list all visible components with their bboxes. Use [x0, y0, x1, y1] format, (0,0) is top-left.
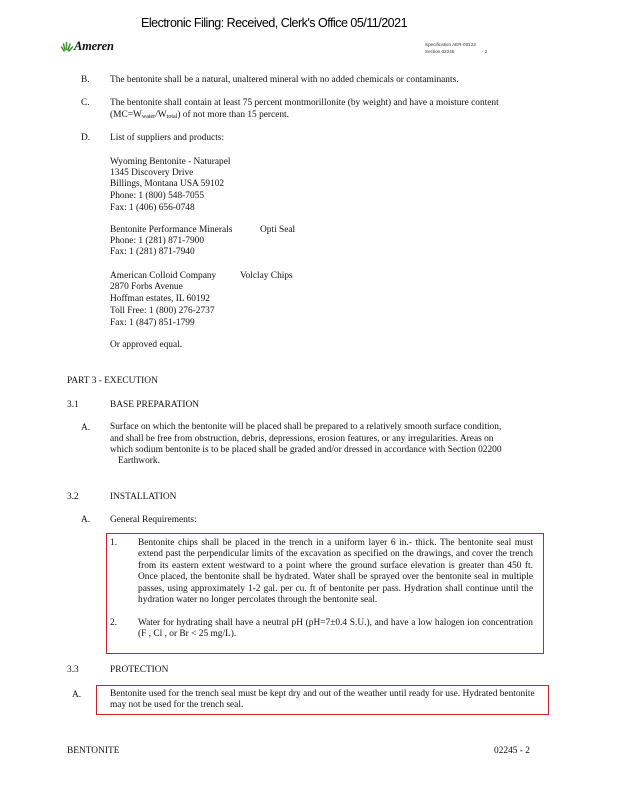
s31-num: 3.1 — [67, 400, 79, 410]
ameren-sunburst-icon — [60, 40, 74, 54]
item-b-text: The bentonite shall be a natural, unaltered mineral with no added chemicals or contaminants. — [110, 75, 459, 85]
supplier3-fax: Fax: 1 (847) 851-1799 — [110, 318, 195, 328]
supplier3-address2: Hoffman estates, IL 60192 — [110, 294, 210, 304]
spec-line-1: Specification AER-00123 — [425, 42, 476, 47]
approved-equal: Or approved equal. — [110, 340, 183, 350]
s31-a-letter: A. — [81, 423, 91, 433]
footer-left: BENTONITE — [67, 746, 120, 756]
supplier3-product: Volclay Chips — [240, 271, 293, 281]
s33-a-letter: A. — [72, 690, 82, 700]
item-c-line1: The bentonite shall contain at least 75 percent montmorillonite (by weight) and have a moisture content — [110, 98, 499, 108]
s33-title: PROTECTION — [110, 665, 169, 675]
item-c-letter: C. — [81, 98, 90, 108]
item-c-line2: $(MC=W_{water}/W_{total})$ of not more than 15 percent. — [110, 110, 290, 120]
spec-page: - 2 — [482, 49, 488, 54]
supplier1-address1: 1345 Discovery Drive — [110, 168, 194, 178]
supplier3-tollfree: Toll Free: 1 (800) 276-2737 — [110, 306, 215, 316]
s31-a-line4: Earthwork. — [118, 456, 160, 466]
item2-text: Water for hydrating shall have a neutral pH (pH=7±0.4 S.U.), and have a low halogen ion concentration (F , Cl , or Br < 25 mg/L). — [138, 618, 533, 640]
item2-num: 2. — [110, 618, 118, 628]
s31-a-line3: which sodium bentonite is to be placed shall be graded and/or dressed in accordance with Section 02200 — [110, 445, 502, 455]
item-b-letter: B. — [81, 75, 90, 85]
s31-title: BASE PREPARATION — [110, 400, 199, 410]
part3-title: PART 3 - EXECUTION — [67, 376, 158, 386]
supplier3-name: American Colloid Company — [110, 271, 217, 281]
item1-text: Bentonite chips shall be placed in the trench in a uniform layer 6 in.- thick. The bentonite seal must extend past the perpendicular limits of the excavation as specified on the drawings, and cover the trench from its eastern extent westward to a point where the ground surface elevation is greater than 450 ft. Once placed, the bentonite shall be hydrated. Water shall be sprayed over the bentonite seal in multiple passes, using approximately 1-2 gal. per cu. ft of bentonite per pass. Hydration shall continue until the hydration water no longer percolates through the bentonite seal. — [138, 538, 533, 606]
general-requirements-heading: General Requirements: — [110, 515, 197, 525]
supplier1-phone: Phone: 1 (800) 548-7055 — [110, 191, 205, 201]
supplier1-address2: Billings, Montana USA 59102 — [110, 179, 225, 189]
item1-num: 1. — [110, 538, 118, 548]
supplier2-name: Bentonite Performance Minerals — [110, 225, 233, 235]
suppliers-heading: List of suppliers and products: — [110, 133, 225, 143]
s32-num: 3.2 — [67, 492, 79, 502]
s33-a-text: Bentonite used for the trench seal must be kept dry and out of the weather until ready for use. Hydrated bentonite may not be used for the trench seal. — [110, 689, 535, 711]
s33-num: 3.3 — [67, 665, 79, 675]
s31-a-line1: Surface on which the bentonite will be placed shall be prepared to a relatively smooth surface condition, — [110, 422, 502, 432]
supplier2-product: Opti Seal — [260, 225, 296, 235]
supplier2-fax: Fax: 1 (281) 871-7940 — [110, 247, 195, 257]
logo-text: Ameren — [74, 39, 114, 54]
supplier1-name: Wyoming Bentonite - Naturapel — [110, 157, 231, 167]
supplier3-address1: 2870 Forbs Avenue — [110, 282, 183, 292]
supplier1-fax: Fax: 1 (406) 656-0748 — [110, 203, 195, 213]
s32-a-letter: A. — [81, 515, 91, 525]
supplier2-phone: Phone: 1 (281) 871-7900 — [110, 236, 205, 246]
s32-title: INSTALLATION — [110, 492, 177, 502]
item-d-letter: D. — [81, 133, 91, 143]
s31-a-line2: and shall be free from obstruction, debris, depressions, erosion features, or any irregularities. Areas on — [110, 434, 494, 444]
company-logo — [60, 40, 114, 54]
footer-right: 02245 - 2 — [494, 746, 530, 756]
filing-stamp: Electronic Filing: Received, Clerk's Office 05/11/2021 — [141, 16, 408, 30]
spec-line-2: Section 02245 — [425, 49, 455, 54]
